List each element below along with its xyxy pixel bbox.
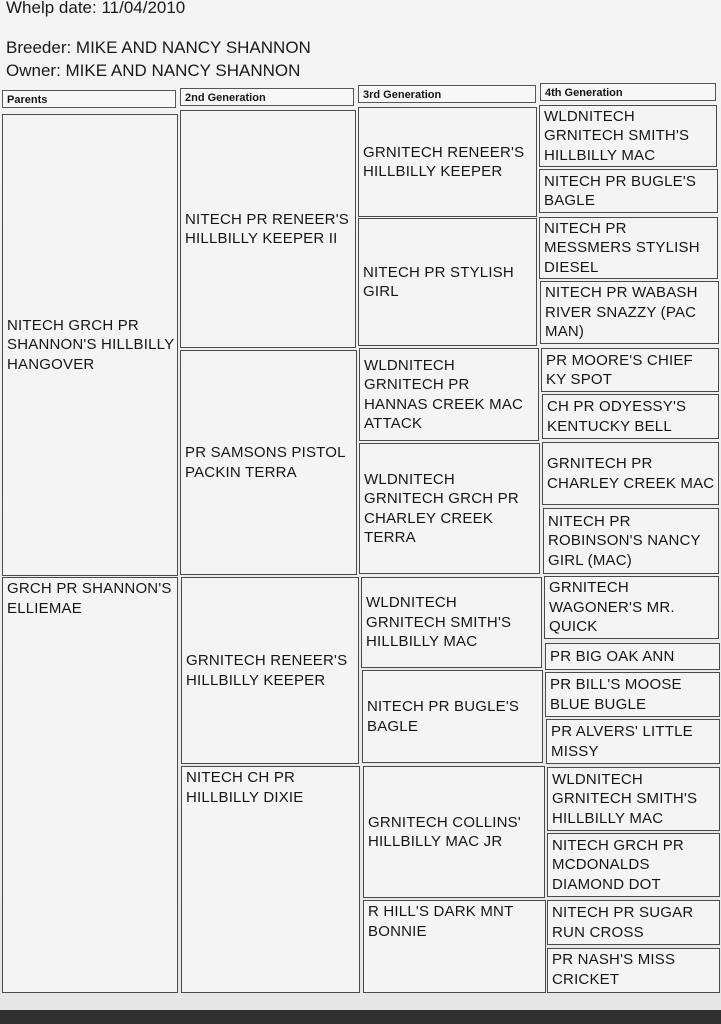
gen4-name: PR NASH'S MISS CRICKET	[552, 951, 676, 988]
gen4-name: PR ALVERS' LITTLE MISSY	[551, 723, 693, 760]
gen3-name: NITECH PR BUGLE'S BAGLE	[367, 698, 520, 735]
gen3-cell-6	[362, 670, 543, 763]
parent-dam-name: GRCH PR SHANNON'S ELLIEMAE	[7, 580, 172, 617]
gen4-name: PR MOORE'S CHIEF KY SPOT	[546, 351, 693, 388]
gen4-cell-3	[539, 217, 718, 279]
gen4-name: PR BILL'S MOOSE BLUE BUGLE	[550, 676, 682, 713]
gen2-cell-4	[181, 766, 360, 993]
gen4-cell-15	[547, 900, 720, 945]
gen3-name: GRNITECH RENEER'S HILLBILLY KEEPER	[363, 143, 525, 180]
gen4-cell-5	[541, 348, 719, 392]
gen4-name: NITECH PR ROBINSON'S NANCY GIRL (MAC)	[548, 512, 701, 569]
gen3-name: WLDNITECH GRNITECH PR HANNAS CREEK MAC ATTACK	[364, 356, 524, 432]
gen4-cell-7	[542, 442, 719, 505]
header-2nd-generation: 2nd Generation	[180, 88, 354, 106]
gen4-name: NITECH GRCH PR MCDONALDS DIAMOND DOT	[552, 836, 684, 893]
gen4-cell-6	[542, 394, 719, 439]
gen3-name: WLDNITECH GRNITECH GRCH PR CHARLEY CREEK TERRA	[364, 470, 519, 546]
gen3-cell-7	[363, 766, 545, 898]
gen2-name: PR SAMSONS PISTOL PACKIN TERRA	[185, 444, 346, 481]
gen4-name: GRNITECH WAGONER'S MR. QUICK	[549, 579, 675, 636]
gen3-name: WLDNITECH GRNITECH SMITH'S HILLBILLY MAC	[366, 594, 512, 651]
parent-sire-name: NITECH GRCH PR SHANNON'S HILLBILLY HANGOVER	[7, 316, 175, 373]
gen3-cell-8	[363, 900, 546, 993]
gen2-cell-3	[181, 577, 359, 764]
gen2-cell-1	[180, 110, 356, 348]
gen4-name: NITECH PR SUGAR RUN CROSS	[552, 904, 694, 941]
gen3-cell-3	[359, 348, 539, 441]
gen4-cell-10	[545, 643, 720, 670]
gen3-cell-1	[358, 107, 537, 217]
gen2-cell-2	[180, 350, 357, 575]
gen3-name: NITECH PR STYLISH GIRL	[363, 263, 514, 300]
gen4-cell-13	[547, 767, 720, 831]
gen4-name: WLDNITECH GRNITECH SMITH'S HILLBILLY MAC	[544, 107, 690, 164]
gen2-name: GRNITECH RENEER'S HILLBILLY KEEPER	[186, 652, 348, 689]
gen2-name: NITECH CH PR HILLBILLY DIXIE	[186, 769, 304, 806]
header-parents: Parents	[2, 90, 176, 108]
gen4-name: PR BIG OAK ANN	[550, 647, 675, 665]
parent-sire	[2, 114, 178, 576]
breeder-line: Breeder: MIKE AND NANCY SHANNON	[6, 38, 311, 57]
whelp-date: Whelp date: 11/04/2010	[6, 0, 186, 17]
gen2-name: NITECH PR RENEER'S HILLBILLY KEEPER II	[185, 210, 349, 247]
gen4-name: CH PR ODYESSY'S KENTUCKY BELL	[547, 398, 687, 435]
gen3-cell-2	[358, 218, 537, 346]
gen4-name: NITECH PR BUGLE'S BAGLE	[544, 172, 697, 209]
gen4-cell-2	[539, 169, 718, 213]
gen4-name: WLDNITECH GRNITECH SMITH'S HILLBILLY MAC	[552, 770, 698, 827]
gen4-cell-14	[547, 833, 720, 897]
gen3-name: GRNITECH COLLINS' HILLBILLY MAC JR	[368, 813, 521, 850]
gen4-cell-9	[544, 576, 719, 639]
gen3-cell-5	[361, 577, 542, 668]
gen4-cell-1	[539, 105, 717, 167]
header-4th-generation: 4th Generation	[540, 83, 716, 101]
gen4-cell-4	[540, 281, 719, 344]
gen4-name: GRNITECH PR CHARLEY CREEK MAC	[547, 455, 715, 492]
gen4-name: NITECH PR WABASH RIVER SNAZZY (PAC MAN)	[545, 284, 698, 341]
gen4-cell-16	[547, 948, 720, 993]
gen4-cell-8	[543, 508, 719, 574]
gen4-cell-12	[546, 719, 720, 764]
gen3-name: R HILL'S DARK MNT BONNIE	[368, 903, 514, 940]
parent-dam	[2, 577, 178, 993]
header-3rd-generation: 3rd Generation	[358, 85, 536, 103]
owner-line: Owner: MIKE AND NANCY SHANNON	[6, 61, 301, 80]
gen4-cell-11	[545, 672, 720, 717]
bottom-edge-bar	[0, 1010, 721, 1024]
gen4-name: NITECH PR MESSMERS STYLISH DIESEL	[544, 219, 700, 276]
gen3-cell-4	[359, 443, 540, 574]
